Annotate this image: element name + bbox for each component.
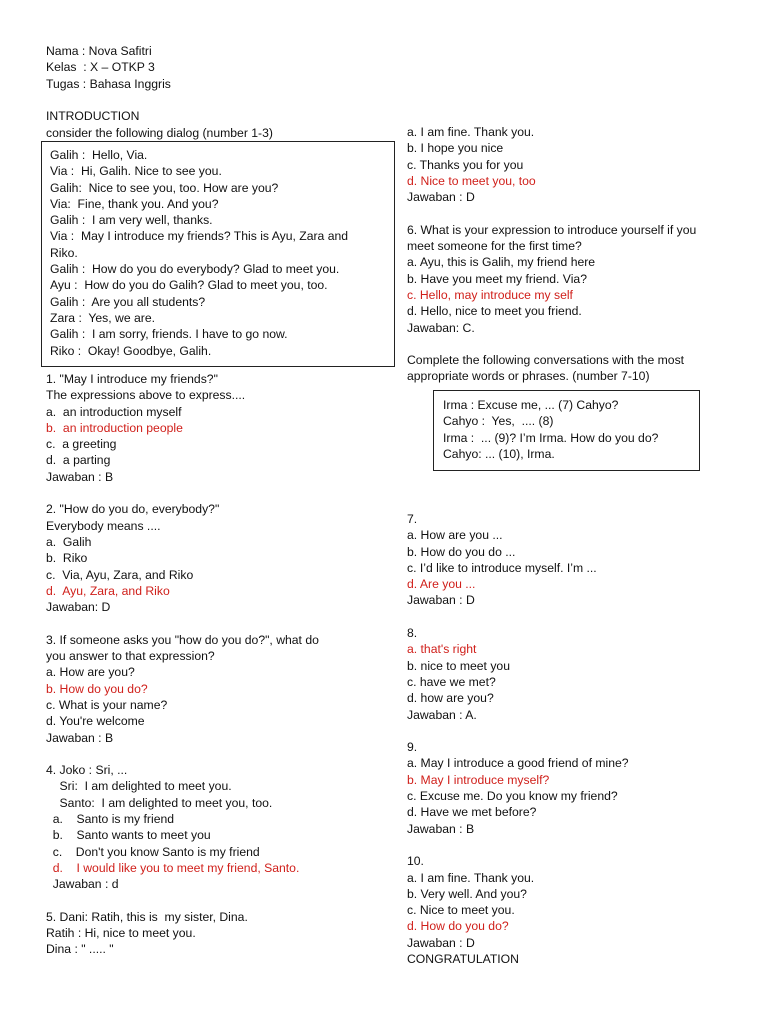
question-line: Ratih : Hi, nice to meet you. [46,926,196,941]
question-line: d. How do you do? [407,919,509,934]
question-line: Everybody means .... [46,518,161,533]
question-line: CONGRATULATION [407,952,519,967]
question-line: The expressions above to express.... [46,388,246,403]
question-line: c. a greeting [46,437,117,452]
question-line: c. Via, Ayu, Zara, and Riko [46,567,194,582]
question-line: c. Hello, may introduce my self [407,287,573,302]
question-line [46,746,319,762]
dialog-line: Zara : Yes, we are. [50,310,156,325]
conversation-line: Irma : Excuse me, ... (7) Cahyo? [443,398,619,412]
question-line: 9. [407,740,418,755]
question-line: a. Santo is my friend [46,812,175,827]
question-line: Complete the following conversations with the most [407,353,685,368]
left-question-column [46,371,319,958]
question-line: a. How are you ... [407,528,503,543]
dialog-line: Riko. [50,245,78,260]
question-line [407,609,629,625]
dialog-line: Galih : I am sorry, friends. I have to go now. [50,327,288,342]
question-line [407,336,696,352]
question-line: a. May I introduce a good friend of mine? [407,756,629,771]
dialog-instruction: consider the following dialog (number 1-3) [46,126,273,140]
dialog-line: Via : Hi, Galih. Nice to see you. [50,164,222,179]
question-line [46,893,319,909]
question-line: Jawaban : d [46,877,119,892]
dialog-line: Galih : Are you all students? [50,294,206,309]
question-line [407,723,629,739]
question-line: a. I am fine. Thank you. [407,870,535,885]
section-title: INTRODUCTION [46,109,140,123]
question-line [407,205,696,221]
dialog-line: Galih : How do you do everybody? Glad to meet you. [50,262,340,277]
dialog-line: Galih: Nice to see you, too. How are you? [50,180,279,195]
question-line: Jawaban: D [46,600,111,615]
question-line: b. nice to meet you [407,658,510,673]
conversation-line: Cahyo: ... (10), Irma. [443,446,555,461]
question-line: c. Excuse me. Do you know my friend? [407,789,618,804]
question-line [46,615,319,631]
question-line: d. Ayu, Zara, and Riko [46,583,170,598]
question-line: a. I am fine. Thank you. [407,125,535,139]
question-line: 6. What is your expression to introduce yourself if you [407,222,697,237]
question-line: 2. "How do you do, everybody?" [46,502,220,517]
question-line: b. an introduction people [46,420,183,435]
question-line: 5. Dani: Ratih, this is my sister, Dina. [46,909,248,924]
question-line: a. Ayu, this is Galih, my friend here [407,255,596,270]
question-line: c. Nice to meet you. [407,903,515,918]
question-line: Jawaban : B [46,469,114,484]
student-name: Nama : Nova Safitri [46,44,152,58]
question-line: b. How do you do ... [407,544,516,559]
student-class: Kelas : X – OTKP 3 [46,60,155,74]
question-line: Santo: I am delighted to meet you, too. [46,795,273,810]
question-line: Jawaban : A. [407,707,477,722]
question-line: a. that's right [407,642,477,657]
conversation-line: Cahyo : Yes, .... (8) [443,414,554,429]
question-line: Jawaban : D [407,190,475,205]
dialog-line: Via : May I introduce my friends? This is Ayu, Zara and [50,229,349,244]
question-line: b. How do you do? [46,681,148,696]
right-question-column-top [407,124,696,385]
question-line: d. Hello, nice to meet you friend. [407,304,582,319]
question-line: Jawaban : D [407,593,475,608]
question-line: c. have we met? [407,674,496,689]
right-question-column-bottom [407,511,629,967]
dialog-line: Ayu : How do you do Galih? Glad to meet you, too. [50,278,328,293]
question-line: b. Santo wants to meet you [46,828,211,843]
question-line: Jawaban: C. [407,320,475,335]
question-line: 7. [407,512,418,526]
question-line: Dina : " ..... " [46,942,114,957]
question-line: b. Very well. And you? [407,886,527,901]
question-line: c. What is your name? [46,697,168,712]
conversation-box [433,390,700,471]
question-line: Jawaban : B [46,730,114,745]
question-line [407,837,629,853]
question-line: 8. [407,626,418,641]
question-line: c. Don't you know Santo is my friend [46,844,260,859]
question-line: b. May I introduce myself? [407,772,550,787]
question-line: Jawaban : D [407,935,475,950]
conversation-line: Irma : ... (9)? I’m Irma. How do you do? [443,430,659,445]
dialog-box [41,141,395,367]
dialog-line: Via: Fine, thank you. And you? [50,196,219,211]
question-line: Jawaban : B [407,821,475,836]
question-line: 10. [407,854,424,869]
dialog-line: Galih : I am very well, thanks. [50,213,213,228]
dialog-line: Galih : Hello, Via. [50,148,148,162]
question-line: b. Riko [46,551,88,566]
question-line: d. I would like you to meet my friend, Santo. [46,860,300,875]
question-line: a. an introduction myself [46,404,182,419]
question-line: 1. "May I introduce my friends?" [46,372,218,386]
question-line: d. how are you? [407,691,494,706]
assignment-subject: Tugas : Bahasa Inggris [46,77,171,91]
question-line: c. Thanks you for you [407,157,524,172]
question-line: appropriate words or phrases. (number 7-10) [407,369,650,384]
question-line: 3. If someone asks you "how do you do?", what do [46,632,319,647]
question-line: d. Have we met before? [407,805,537,820]
dialog-line: Riko : Okay! Goodbye, Galih. [50,343,212,358]
question-line: you answer to that expression? [46,649,215,664]
question-line: a. How are you? [46,665,135,680]
question-line: 4. Joko : Sri, ... [46,763,128,778]
question-line [46,485,319,501]
question-line: b. I hope you nice [407,141,504,156]
question-line: c. I’d like to introduce myself. I’m ... [407,560,597,575]
question-line: d. Are you ... [407,577,476,592]
question-line: d. Nice to meet you, too [407,173,536,188]
question-line: d. You're welcome [46,714,145,729]
question-line: d. a parting [46,453,111,468]
question-line: meet someone for the first time? [407,239,582,254]
question-line: Sri: I am delighted to meet you. [46,779,232,794]
question-line: a. Galih [46,534,92,549]
question-line: b. Have you meet my friend. Via? [407,271,587,286]
